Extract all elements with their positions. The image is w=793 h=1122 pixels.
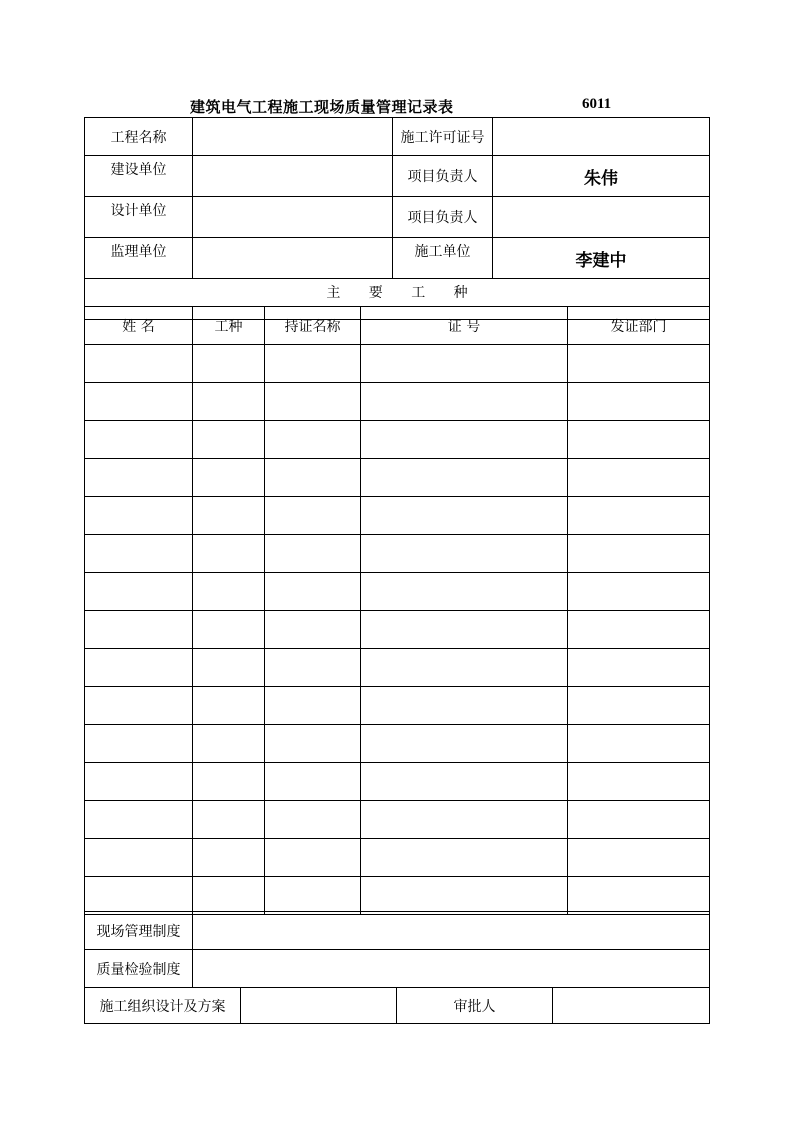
builder-label: 建设单位 — [85, 156, 193, 197]
name-cell[interactable] — [85, 573, 193, 611]
trade-cell[interactable] — [193, 535, 265, 573]
issuer-cell[interactable] — [568, 725, 710, 763]
cert-no-cell[interactable] — [361, 459, 568, 497]
table-row — [85, 497, 710, 535]
cert-no-cell[interactable] — [361, 649, 568, 687]
cert-name-cell[interactable] — [265, 725, 361, 763]
cert-name-cell[interactable] — [265, 497, 361, 535]
name-cell[interactable] — [85, 421, 193, 459]
cert-no-cell[interactable] — [361, 421, 568, 459]
project-lead-label: 项目负责人 — [393, 156, 493, 197]
name-cell[interactable] — [85, 649, 193, 687]
trade-cell[interactable] — [193, 573, 265, 611]
col-trade-header: 工种 — [193, 307, 265, 345]
name-cell[interactable] — [85, 687, 193, 725]
approver-field[interactable] — [553, 988, 710, 1024]
table-row — [85, 877, 710, 915]
trade-cell[interactable] — [193, 801, 265, 839]
quality-field[interactable] — [193, 950, 710, 988]
contractor-value[interactable]: 李建中 — [493, 238, 710, 279]
issuer-cell[interactable] — [568, 497, 710, 535]
issuer-cell[interactable] — [568, 383, 710, 421]
trades-table — [84, 306, 710, 915]
issuer-cell[interactable] — [568, 421, 710, 459]
table-row — [85, 345, 710, 383]
quality-label: 质量检验制度 — [85, 950, 193, 988]
cert-no-cell[interactable] — [361, 687, 568, 725]
name-cell[interactable] — [85, 763, 193, 801]
designer-row — [85, 197, 710, 238]
issuer-cell[interactable] — [568, 459, 710, 497]
cert-no-cell[interactable] — [361, 839, 568, 877]
cert-no-cell[interactable] — [361, 383, 568, 421]
cert-no-cell[interactable] — [361, 725, 568, 763]
issuer-cell[interactable] — [568, 573, 710, 611]
designer-lead-field[interactable] — [493, 197, 710, 238]
cert-no-cell[interactable] — [361, 535, 568, 573]
cert-name-cell[interactable] — [265, 611, 361, 649]
name-cell[interactable] — [85, 459, 193, 497]
supervisor-label: 监理单位 — [85, 238, 193, 279]
table-row — [85, 839, 710, 877]
issuer-cell[interactable] — [568, 649, 710, 687]
designer-label: 设计单位 — [85, 197, 193, 238]
project-info-table — [84, 117, 710, 320]
plan-row — [85, 988, 710, 1024]
cert-name-cell[interactable] — [265, 763, 361, 801]
plan-table — [84, 987, 710, 1024]
name-cell[interactable] — [85, 345, 193, 383]
issuer-cell[interactable] — [568, 345, 710, 383]
name-cell[interactable] — [85, 497, 193, 535]
cert-no-cell[interactable] — [361, 497, 568, 535]
trades-header-row — [85, 307, 710, 345]
trade-cell[interactable] — [193, 421, 265, 459]
table-row — [85, 611, 710, 649]
supervisor-row — [85, 238, 710, 279]
plan-field[interactable] — [241, 988, 397, 1024]
site-mgmt-field[interactable] — [193, 912, 710, 950]
trade-cell[interactable] — [193, 687, 265, 725]
trade-cell[interactable] — [193, 345, 265, 383]
cert-no-cell[interactable] — [361, 763, 568, 801]
trade-cell[interactable] — [193, 877, 265, 915]
trade-cell[interactable] — [193, 839, 265, 877]
name-cell[interactable] — [85, 801, 193, 839]
name-cell[interactable] — [85, 535, 193, 573]
site-mgmt-row — [85, 912, 710, 950]
cert-name-cell[interactable] — [265, 839, 361, 877]
table-row — [85, 687, 710, 725]
trade-cell[interactable] — [193, 763, 265, 801]
table-row — [85, 801, 710, 839]
name-cell[interactable] — [85, 611, 193, 649]
table-row — [85, 459, 710, 497]
trade-cell[interactable] — [193, 383, 265, 421]
issuer-cell[interactable] — [568, 801, 710, 839]
approver-label: 审批人 — [397, 988, 553, 1024]
trade-cell[interactable] — [193, 649, 265, 687]
issuer-cell[interactable] — [568, 877, 710, 915]
project-name-label: 工程名称 — [85, 118, 193, 156]
table-row — [85, 763, 710, 801]
trade-cell[interactable] — [193, 497, 265, 535]
name-cell[interactable] — [85, 725, 193, 763]
site-mgmt-label: 现场管理制度 — [85, 912, 193, 950]
project-lead-value[interactable]: 朱伟 — [493, 156, 710, 197]
name-cell[interactable] — [85, 877, 193, 915]
issuer-cell[interactable] — [568, 611, 710, 649]
trade-cell[interactable] — [193, 611, 265, 649]
builder-row — [85, 156, 710, 197]
cert-name-cell[interactable] — [265, 801, 361, 839]
cert-name-cell[interactable] — [265, 877, 361, 915]
designer-lead-label: 项目负责人 — [393, 197, 493, 238]
builder-field[interactable] — [193, 156, 393, 197]
cert-no-cell[interactable] — [361, 611, 568, 649]
cert-no-cell[interactable] — [361, 877, 568, 915]
cert-name-cell[interactable] — [265, 459, 361, 497]
table-row — [85, 535, 710, 573]
table-row — [85, 649, 710, 687]
issuer-cell[interactable] — [568, 839, 710, 877]
project-name-field[interactable] — [193, 118, 393, 156]
supervisor-field[interactable] — [193, 238, 393, 279]
trade-cell[interactable] — [193, 725, 265, 763]
cert-no-cell[interactable] — [361, 345, 568, 383]
table-row — [85, 725, 710, 763]
table-row — [85, 573, 710, 611]
project-name-row — [85, 118, 710, 156]
name-cell[interactable] — [85, 383, 193, 421]
plan-label: 施工组织设计及方案 — [85, 988, 241, 1024]
page-title: 建筑电气工程施工现场质量管理记录表 — [190, 98, 454, 116]
cert-name-cell[interactable] — [265, 345, 361, 383]
permit-field[interactable] — [493, 118, 710, 156]
trade-cell[interactable] — [193, 459, 265, 497]
quality-row — [85, 950, 710, 988]
col-name-header: 姓 名 — [85, 307, 193, 345]
col-cert-name-header: 持证名称 — [265, 307, 361, 345]
cert-no-cell[interactable] — [361, 573, 568, 611]
issuer-cell[interactable] — [568, 687, 710, 725]
cert-name-cell[interactable] — [265, 421, 361, 459]
systems-table — [84, 911, 710, 988]
table-row — [85, 421, 710, 459]
trades-section-label: 主 要 工 种 — [85, 279, 710, 320]
name-cell[interactable] — [85, 839, 193, 877]
designer-field[interactable] — [193, 197, 393, 238]
issuer-cell[interactable] — [568, 535, 710, 573]
cert-name-cell[interactable] — [265, 383, 361, 421]
permit-label: 施工许可证号 — [393, 118, 493, 156]
contractor-label: 施工单位 — [393, 238, 493, 279]
cert-name-cell[interactable] — [265, 573, 361, 611]
cert-name-cell[interactable] — [265, 649, 361, 687]
form-code: 6011 — [582, 96, 612, 112]
cert-name-cell[interactable] — [265, 535, 361, 573]
col-issuer-header: 发证部门 — [568, 307, 710, 345]
table-row — [85, 383, 710, 421]
cert-name-cell[interactable] — [265, 687, 361, 725]
cert-no-cell[interactable] — [361, 801, 568, 839]
col-cert-no-header: 证 号 — [361, 307, 568, 345]
issuer-cell[interactable] — [568, 763, 710, 801]
